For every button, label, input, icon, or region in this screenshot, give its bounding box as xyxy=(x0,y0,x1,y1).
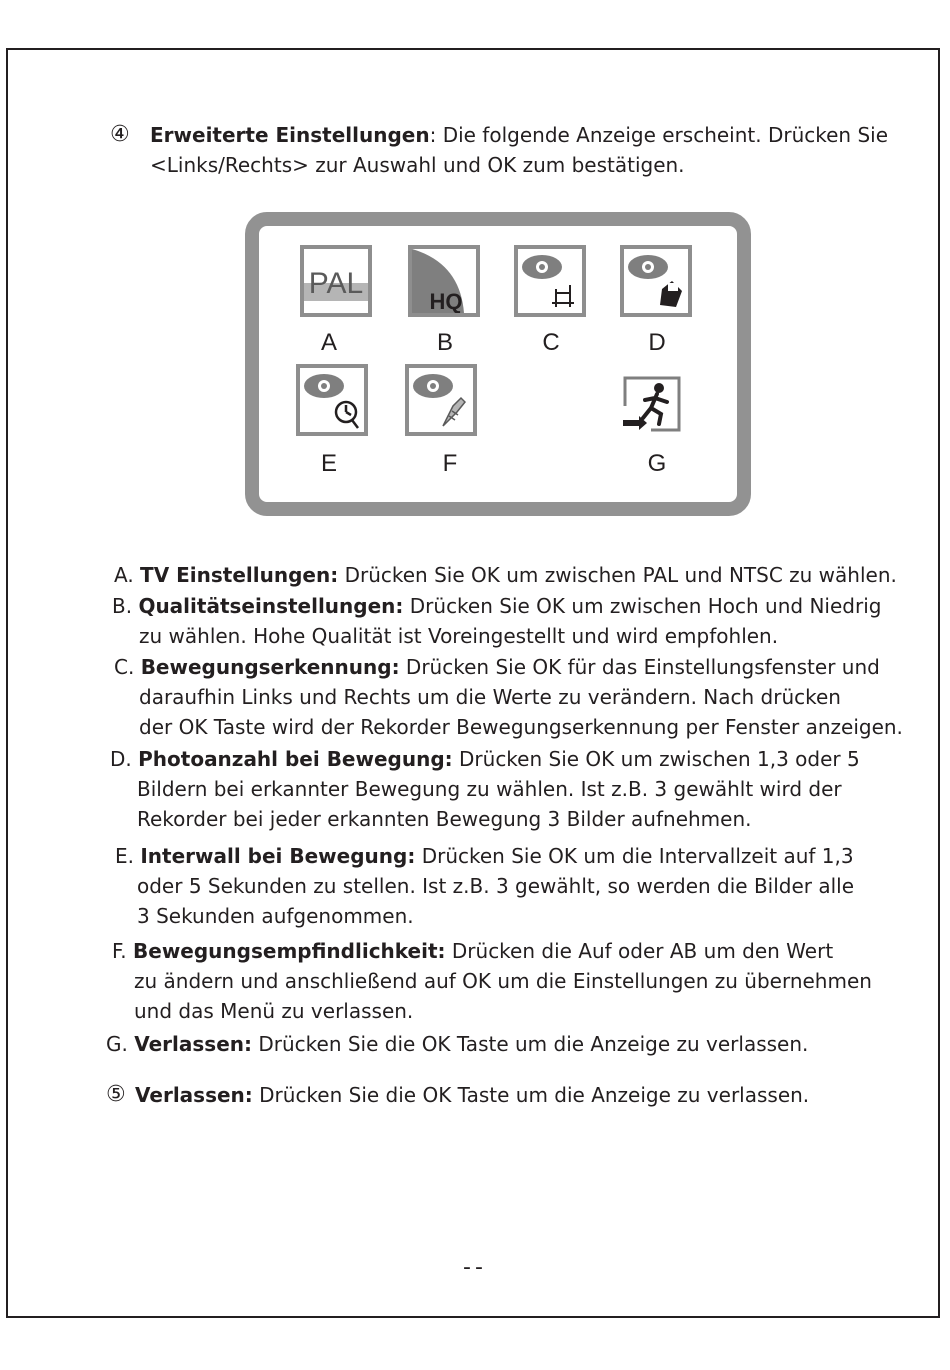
item-g-letter: G. xyxy=(106,1032,128,1056)
motion-detection-area-icon[interactable] xyxy=(514,245,586,317)
item-f-line-3: und das Menü zu verlassen. xyxy=(134,999,414,1023)
item-d-line-3: Rekorder bei jeder erkannten Bewegung 3 Bilder aufnehmen. xyxy=(137,807,752,831)
item-c xyxy=(114,652,880,682)
item-b-letter: B. xyxy=(112,594,133,618)
icon-letter-c: C xyxy=(542,329,560,356)
step-5-line xyxy=(135,1080,809,1110)
item-e-line-2: oder 5 Sekunden zu stellen. Ist z.B. 3 gewählt, so werden die Bilder alle xyxy=(137,874,855,898)
item-e-line-3: 3 Sekunden aufgenommen. xyxy=(137,904,414,928)
item-f-letter: F. xyxy=(112,939,127,963)
item-g-text: Drücken Sie die OK Taste um die Anzeige zu verlassen. xyxy=(252,1032,809,1056)
item-f-line-2: zu ändern und anschließend auf OK um die Einstellungen zu übernehmen xyxy=(134,969,872,993)
item-a-title: TV Einstellungen: xyxy=(140,563,339,587)
item-e-title: Interwall bei Bewegung: xyxy=(140,844,416,868)
icon-letter-f: F xyxy=(442,450,458,477)
step-5-title: Verlassen: xyxy=(135,1083,253,1107)
item-e xyxy=(115,841,854,871)
step-5-text: Drücken Sie die OK Taste um die Anzeige zu verlassen. xyxy=(252,1083,810,1107)
motion-photo-count-icon[interactable] xyxy=(620,245,692,317)
item-b xyxy=(112,591,881,621)
item-b-text: Drücken Sie OK um zwischen Hoch und Niedrig xyxy=(403,594,882,618)
item-c-title: Bewegungserkennung: xyxy=(140,655,400,679)
item-a-letter: A. xyxy=(114,563,134,587)
item-f xyxy=(112,936,833,966)
icon-letter-d: D xyxy=(648,329,666,356)
hq-quality-icon[interactable] xyxy=(408,245,480,317)
item-b-title: Qualitätseinstellungen: xyxy=(138,594,404,618)
motion-interval-icon[interactable] xyxy=(296,364,368,436)
page-number: -- xyxy=(463,1255,487,1280)
advanced-settings-screen xyxy=(245,212,751,516)
pal-label: PAL xyxy=(308,267,364,300)
step-4-marker: ④ xyxy=(110,122,130,147)
item-c-line-3: der OK Taste wird der Rekorder Bewegungserkennung per Fenster anzeigen. xyxy=(139,715,903,739)
item-c-text: Drücken Sie OK für das Einstellungsfenster und xyxy=(399,655,880,679)
item-d-letter: D. xyxy=(110,747,132,771)
item-a-text: Drücken Sie OK um zwischen PAL und NTSC zu wählen. xyxy=(338,563,897,587)
item-a xyxy=(114,560,897,590)
icon-letter-e: E xyxy=(320,450,337,477)
item-e-letter: E. xyxy=(115,844,134,868)
hq-label: HQ xyxy=(429,289,463,313)
item-d-line-2: Bildern bei erkannter Bewegung zu wählen. Ist z.B. 3 gewählt wird der xyxy=(137,777,842,801)
motion-sensitivity-icon[interactable] xyxy=(405,364,477,436)
exit-icon[interactable] xyxy=(621,376,685,432)
item-d xyxy=(110,744,860,774)
icon-letter-b: B xyxy=(436,329,453,356)
item-b-line-2: zu wählen. Hohe Qualität ist Voreingestellt und wird empfohlen. xyxy=(139,624,779,648)
pal-icon[interactable] xyxy=(300,245,372,317)
item-c-line-2: daraufhin Links und Rechts um die Werte zu verändern. Nach drücken xyxy=(139,685,841,709)
step-4-title: Erweiterte Einstellungen xyxy=(150,123,430,147)
item-f-text: Drücken die Auf oder AB um den Wert xyxy=(445,939,834,963)
item-g xyxy=(106,1029,808,1059)
item-d-title: Photoanzahl bei Bewegung: xyxy=(138,747,453,771)
icon-letter-g: G xyxy=(647,450,667,477)
step-5-marker: ⑤ xyxy=(106,1082,126,1107)
step-4-text: : Die folgende Anzeige erscheint. Drücken Sie xyxy=(429,123,889,147)
item-f-title: Bewegungsempfindlichkeit: xyxy=(133,939,446,963)
item-e-text: Drücken Sie OK um die Intervallzeit auf 1,3 xyxy=(415,844,854,868)
item-c-letter: C. xyxy=(114,655,135,679)
step-4-line-1 xyxy=(150,120,888,150)
item-d-text: Drücken Sie OK um zwischen 1,3 oder 5 xyxy=(452,747,860,771)
step-4-line-2: <Links/Rechts> zur Auswahl und OK zum bestätigen. xyxy=(150,153,685,177)
icon-letter-a: A xyxy=(320,329,337,356)
item-g-title: Verlassen: xyxy=(134,1032,252,1056)
